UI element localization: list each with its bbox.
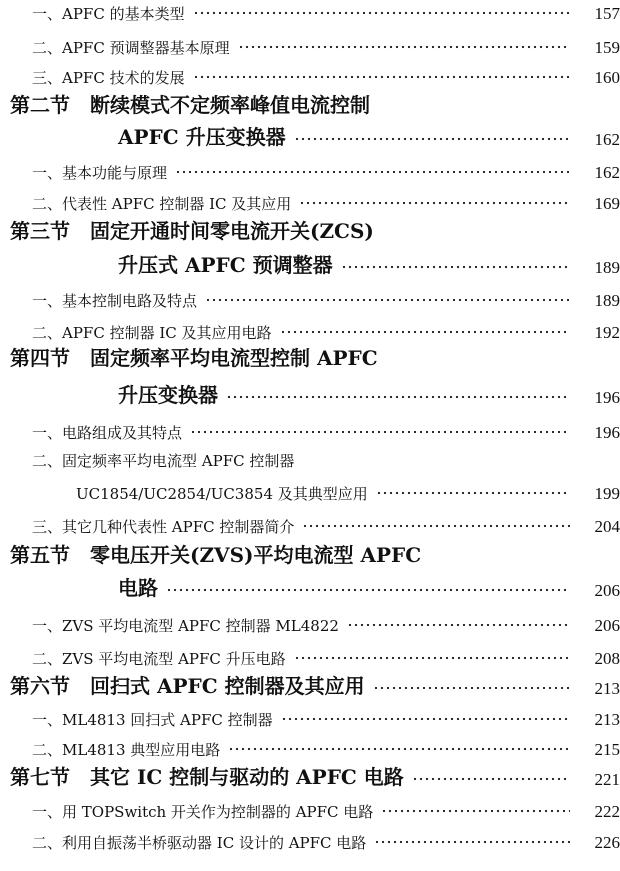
toc-entry bbox=[0, 760, 620, 790]
toc-entry-title: 一、用 TOPSwitch 开关作为控制器的 APFC 电路 bbox=[32, 803, 374, 821]
toc-section-title: 第三节 固定开通时间零电流开关(ZCS) bbox=[10, 219, 374, 243]
dot-leader bbox=[226, 391, 570, 403]
toc-entry bbox=[0, 606, 620, 636]
dot-leader bbox=[166, 584, 570, 596]
toc-entry-page: 208 bbox=[594, 649, 620, 668]
toc-section-heading bbox=[0, 538, 620, 568]
dot-leader bbox=[376, 487, 570, 499]
toc-section-heading bbox=[0, 214, 620, 244]
toc-entry bbox=[0, 507, 620, 537]
dot-leader bbox=[190, 426, 570, 438]
toc-section-heading bbox=[0, 88, 620, 118]
toc-entry-page: 213 bbox=[594, 710, 620, 729]
toc-entry-title: 三、APFC 技术的发展 bbox=[32, 69, 185, 87]
toc-entry-page: 159 bbox=[594, 38, 620, 57]
toc-entry bbox=[0, 378, 620, 408]
dot-leader bbox=[373, 682, 570, 694]
toc-entry-title: 升压式 APFC 预调整器 bbox=[118, 253, 333, 277]
toc-section-title: 第四节 固定频率平均电流型控制 APFC bbox=[10, 346, 378, 370]
toc-entry-page: 206 bbox=[594, 616, 620, 635]
toc-entry-title: 二、ML4813 典型应用电路 bbox=[32, 741, 221, 759]
toc-entry-title: 一、电路组成及其特点 bbox=[32, 424, 183, 442]
toc-entry-title: 二、利用自振荡半桥驱动器 IC 设计的 APFC 电路 bbox=[32, 834, 367, 852]
dot-leader bbox=[228, 743, 570, 755]
toc-section-heading bbox=[0, 341, 620, 371]
toc-entry-title: 二、ZVS 平均电流型 APFC 升压电路 bbox=[32, 650, 286, 668]
dot-leader bbox=[175, 166, 570, 178]
toc-entry-page: 204 bbox=[594, 517, 620, 536]
dot-leader bbox=[381, 805, 570, 817]
toc-entry-page: 160 bbox=[594, 68, 620, 87]
toc-entry bbox=[0, 281, 620, 311]
toc-entry-page: 189 bbox=[594, 291, 620, 310]
dot-leader bbox=[299, 197, 570, 209]
toc-entry-title: 一、基本控制电路及特点 bbox=[32, 292, 198, 310]
toc-section-title: 第六节 回扫式 APFC 控制器及其应用 bbox=[10, 674, 365, 698]
toc-entry-page: 189 bbox=[594, 258, 620, 277]
toc-entry-page: 192 bbox=[594, 323, 620, 342]
toc-entry-title: APFC 升压变换器 bbox=[118, 125, 286, 149]
toc-entry bbox=[0, 669, 620, 699]
toc-entry bbox=[0, 184, 620, 214]
toc-entry bbox=[0, 120, 620, 150]
toc-entry-title: 二、固定频率平均电流型 APFC 控制器 bbox=[32, 452, 295, 470]
toc-entry-title: 电路 bbox=[118, 576, 158, 600]
toc-entry-page: 162 bbox=[594, 130, 620, 149]
toc-entry bbox=[0, 474, 620, 504]
toc-entry-page: 226 bbox=[594, 833, 620, 852]
dot-leader bbox=[302, 520, 570, 532]
toc-entry bbox=[0, 313, 620, 343]
toc-entry bbox=[0, 730, 620, 760]
toc-entry-page: 206 bbox=[594, 581, 620, 600]
toc-entry-title: 一、ZVS 平均电流型 APFC 控制器 ML4822 bbox=[32, 617, 339, 635]
dot-leader bbox=[238, 41, 570, 53]
toc-entry bbox=[0, 28, 620, 58]
toc-entry bbox=[0, 823, 620, 853]
dot-leader bbox=[193, 7, 570, 19]
dot-leader bbox=[294, 652, 570, 664]
toc-entry-page: 169 bbox=[594, 194, 620, 213]
toc-entry-page: 199 bbox=[594, 484, 620, 503]
toc-entry-title: 二、代表性 APFC 控制器 IC 及其应用 bbox=[32, 195, 292, 213]
toc-entry bbox=[0, 441, 620, 471]
toc-entry bbox=[0, 248, 620, 278]
toc-entry-title: 三、其它几种代表性 APFC 控制器简介 bbox=[32, 518, 295, 536]
toc-entry-page: 196 bbox=[594, 388, 620, 407]
toc-entry-title: 升压变换器 bbox=[118, 383, 218, 407]
dot-leader bbox=[294, 133, 570, 145]
toc-entry-title: 二、APFC 预调整器基本原理 bbox=[32, 39, 230, 57]
toc-entry-page: 213 bbox=[594, 679, 620, 698]
dot-leader bbox=[205, 294, 570, 306]
toc-entry-page: 162 bbox=[594, 163, 620, 182]
dot-leader bbox=[280, 326, 570, 338]
toc-entry-title: 一、APFC 的基本类型 bbox=[32, 5, 185, 23]
toc-entry-page: 215 bbox=[594, 740, 620, 759]
toc-entry bbox=[0, 413, 620, 443]
dot-leader bbox=[341, 261, 570, 273]
toc-entry-page: 157 bbox=[594, 4, 620, 23]
toc-section-title: 第七节 其它 IC 控制与驱动的 APFC 电路 bbox=[10, 765, 404, 789]
dot-leader bbox=[193, 71, 570, 83]
toc-entry-title: 一、ML4813 回扫式 APFC 控制器 bbox=[32, 711, 273, 729]
toc-entry bbox=[0, 792, 620, 822]
toc-entry-title: 二、APFC 控制器 IC 及其应用电路 bbox=[32, 324, 272, 342]
toc-entry-title: 一、基本功能与原理 bbox=[32, 164, 168, 182]
toc-entry bbox=[0, 571, 620, 601]
dot-leader bbox=[281, 713, 570, 725]
toc-entry bbox=[0, 700, 620, 730]
dot-leader bbox=[374, 836, 570, 848]
toc-entry-page: 221 bbox=[594, 770, 620, 789]
toc-entry-title: UC1854/UC2854/UC3854 及其典型应用 bbox=[76, 485, 368, 503]
toc-section-title: 第五节 零电压开关(ZVS)平均电流型 APFC bbox=[10, 543, 422, 567]
toc-entry bbox=[0, 153, 620, 183]
toc-entry-page: 196 bbox=[594, 423, 620, 442]
toc-entry bbox=[0, 639, 620, 669]
dot-leader bbox=[347, 619, 570, 631]
toc-entry bbox=[0, 58, 620, 88]
toc-section-title: 第二节 断续模式不定频率峰值电流控制 bbox=[10, 93, 370, 117]
toc-entry bbox=[0, 0, 620, 24]
dot-leader bbox=[412, 773, 570, 785]
toc-entry-page: 222 bbox=[594, 802, 620, 821]
